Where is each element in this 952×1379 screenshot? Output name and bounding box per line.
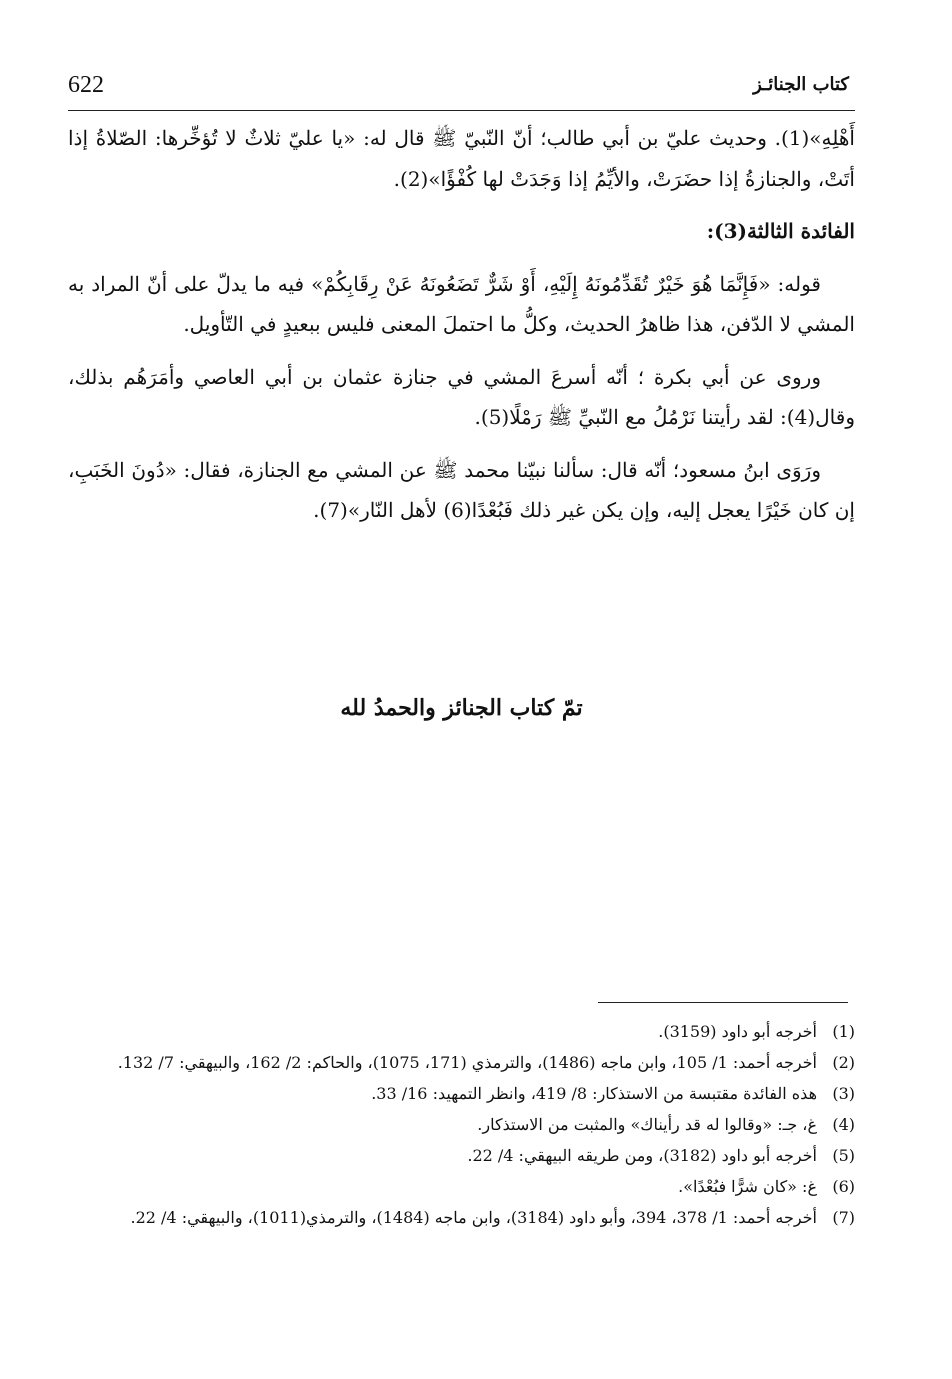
footnote-7: [68, 1202, 855, 1233]
footnote-number: (7): [832, 1208, 855, 1227]
page-number: 622: [68, 72, 104, 98]
footnote-number: (3): [832, 1084, 855, 1103]
paragraph-1: أَهْلِهِ»(1). وحديث عليّ بن أبي طالب؛ أنّ النّبيّ ﷺ قال له: «يا عليّ ثلاثٌ لا تُؤخِّرها: الصّلاةُ إذا أتَتْ، والجنازةُ إذا حضَرَتْ، والأيِّمُ إذا وَجَدَتْ لها كُفْؤًا»(2).: [68, 126, 855, 191]
footnotes: [68, 1016, 855, 1233]
section-heading: الفائدة الثالثة(3):: [706, 219, 855, 243]
footnote-number: (6): [832, 1177, 855, 1196]
footnote-number: (1): [832, 1022, 855, 1041]
footnote-text: أخرجه أبو داود (3182)، ومن طريقه البيهقي: 4/ 22.: [467, 1146, 817, 1165]
footnote-text: غ، جـ: «وقالوا له قد رأيناك» والمثبت من الاستذكار.: [477, 1115, 817, 1134]
footnote-6: [68, 1171, 855, 1202]
footnote-2: [68, 1047, 855, 1078]
footnote-3: [68, 1078, 855, 1109]
footnote-number: (2): [832, 1053, 855, 1072]
footnote-text: أخرجه أحمد: 1/ 378، 394، وأبو داود (3184)، وابن ماجه (1484)، والترمذي(1011)، والبيهقي: 4/ 22.: [130, 1208, 817, 1227]
footnote-number: (5): [832, 1146, 855, 1165]
footnote-text: أخرجه أبو داود (3159).: [658, 1022, 817, 1041]
main-text: [68, 118, 855, 531]
closing-line: تمّ كتاب الجنائز والحمدُ لله: [340, 695, 583, 721]
footnote-5: [68, 1140, 855, 1171]
footnote-1: [68, 1016, 855, 1047]
paragraph-2: قوله: «فَإِنَّمَا هُوَ خَيْرٌ تُقَدِّمُونَهُ إِلَيْهِ، أَوْ شَرٌّ تَضَعُونَهُ عَنْ رِقَابِكُمْ» فيه ما يدلّ على أنّ المراد به المشي لا الدّفن، هذا ظاهرُ الحديث، وكلُّ ما احتملَ المعنى فليس ببعيدٍ في التّأويل.: [68, 271, 855, 336]
page-header: [68, 70, 855, 111]
footnote-text: أخرجه أحمد: 1/ 105، وابن ماجه (1486)، والترمذي (171، 1075)، والحاكم: 2/ 162، والبيهقي: 7/ 132.: [117, 1053, 817, 1072]
footnote-4: [68, 1109, 855, 1140]
paragraph-3: وروى عن أبي بكرة ؛ أنّه أسرعَ المشي في جنازة عثمان بن أبي العاصي وأمَرَهُم بذلك، وقال(4): لقد رأيتنا نَرْمُلُ مع النّبيِّ ﷺ رَمْلًا(5).: [68, 364, 855, 429]
paragraph-4: ورَوَى ابنُ مسعود؛ أنّه قال: سألنا نبيّنا محمد ﷺ عن المشي مع الجنازة، فقال: «دُونَ الخَبَبِ، إن كان خَيْرًا يعجل إليه، وإن يكن غير ذلك فَبُعْدًا(6) لأهل النّار»(7).: [68, 457, 855, 522]
footnote-divider: [598, 1002, 848, 1003]
footnote-text: غ: «كان شرًّا فبُعْدًا».: [678, 1177, 817, 1196]
footnote-text: هذه الفائدة مقتبسة من الاستذكار: 8/ 419، وانظر التمهيد: 16/ 33.: [371, 1084, 817, 1103]
footnote-number: (4): [832, 1115, 855, 1134]
running-title: كتاب الجنائـز: [753, 74, 849, 95]
